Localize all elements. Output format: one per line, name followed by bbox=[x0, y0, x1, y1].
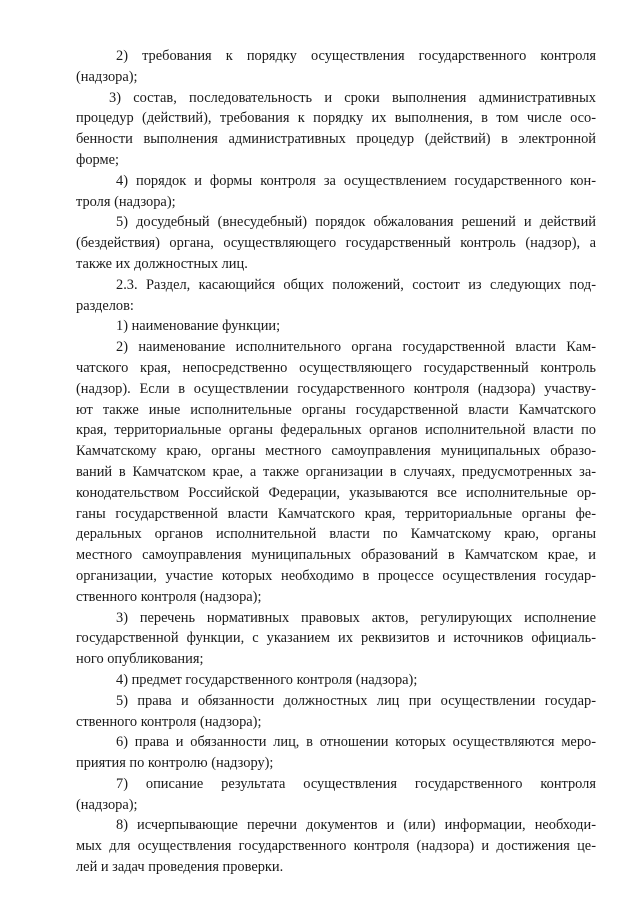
text-line: 3) перечень нормативных правовых актов, регулирующих исполнение bbox=[116, 609, 596, 626]
text-line: деральных органов исполнительной власти по Камчатскому краю, органы bbox=[76, 526, 596, 543]
text-line: 8) исчерпывающие перечни документов и (или) информации, необходи- bbox=[116, 817, 596, 834]
text-line: конодательством Российской Федерации, указываются все исполнительные ор- bbox=[76, 484, 596, 501]
text-line: ваний в Камчатском крае, а также организации в случаях, предусмотренных за- bbox=[76, 463, 596, 480]
text-line: 5) досудебный (внесудебный) порядок обжалования решений и действий bbox=[116, 214, 596, 231]
text-line: троля (надзора); bbox=[76, 193, 176, 210]
text-line: края, территориальные органы федеральных органов исполнительной власти по bbox=[76, 422, 596, 439]
text-line: 2) требования к порядку осуществления государственного контроля bbox=[116, 48, 596, 64]
text-line: (надзора); bbox=[76, 796, 138, 813]
text-line: 6) права и обязанности лиц, в отношении которых осуществляются меро- bbox=[116, 734, 596, 751]
text-line: организации, участие которых необходимо в процессе осуществления государ- bbox=[76, 567, 596, 584]
text-line: (надзор). Если в осуществлении государственного контроля (надзора) участву- bbox=[76, 380, 596, 397]
text-line: лей и задач проведения проверки. bbox=[76, 859, 284, 876]
text-line: 4) порядок и формы контроля за осуществлением государственного кон- bbox=[116, 172, 596, 189]
text-line: ственного контроля (надзора); bbox=[76, 713, 262, 730]
text-line: чатского края, непосредственно осуществляющего государственный контроль bbox=[76, 359, 596, 376]
text-line: местного самоуправления муниципальных образований в Камчатском крае, и bbox=[76, 547, 596, 564]
text-line: бенности выполнения административных процедур (действий) в электронной bbox=[76, 131, 596, 148]
text-line: Камчатскому краю, органы местного самоуправления муниципальных образо- bbox=[76, 443, 596, 460]
text-line: 2) наименование исполнительного органа государственной власти Кам- bbox=[116, 339, 596, 356]
text-line: 7) описание результата осуществления государственного контроля bbox=[116, 775, 596, 792]
text-line: государственной функции, с указанием их реквизитов и источников официаль- bbox=[76, 630, 596, 647]
text-line: 1) наименование функции; bbox=[116, 318, 281, 335]
text-line: разделов: bbox=[76, 297, 134, 314]
text-line: мых для осуществления государственного контроля (надзора) и достижения це- bbox=[76, 838, 596, 855]
text-line: (бездействия) органа, осуществляющего государственный контроль (надзор), а bbox=[76, 235, 596, 252]
text-line: 5) права и обязанности должностных лиц при осуществлении государ- bbox=[116, 692, 596, 709]
text-line: ного опубликования; bbox=[76, 651, 204, 668]
text-line: ют также иные исполнительные органы государственной власти Камчатского bbox=[76, 401, 596, 418]
text-line: также их должностных лиц. bbox=[76, 255, 248, 272]
text-line: приятия по контролю (надзору); bbox=[76, 755, 274, 772]
text-line: ственного контроля (надзора); bbox=[76, 588, 262, 605]
text-line: процедур (действий), требования к порядку их выполнения, в том числе осо- bbox=[76, 110, 596, 127]
text-line: (надзора); bbox=[76, 68, 138, 85]
text-line: 4) предмет государственного контроля (надзора); bbox=[116, 671, 418, 688]
text-line: 3) состав, последовательность и сроки выполнения административных bbox=[109, 89, 596, 106]
text-line: 2.3. Раздел, касающийся общих положений, состоит из следующих под- bbox=[116, 276, 596, 293]
text-line: форме; bbox=[76, 151, 119, 168]
text-line: ганы государственной власти Камчатского края, территориальные органы фе- bbox=[76, 505, 596, 522]
document-page bbox=[76, 46, 596, 878]
